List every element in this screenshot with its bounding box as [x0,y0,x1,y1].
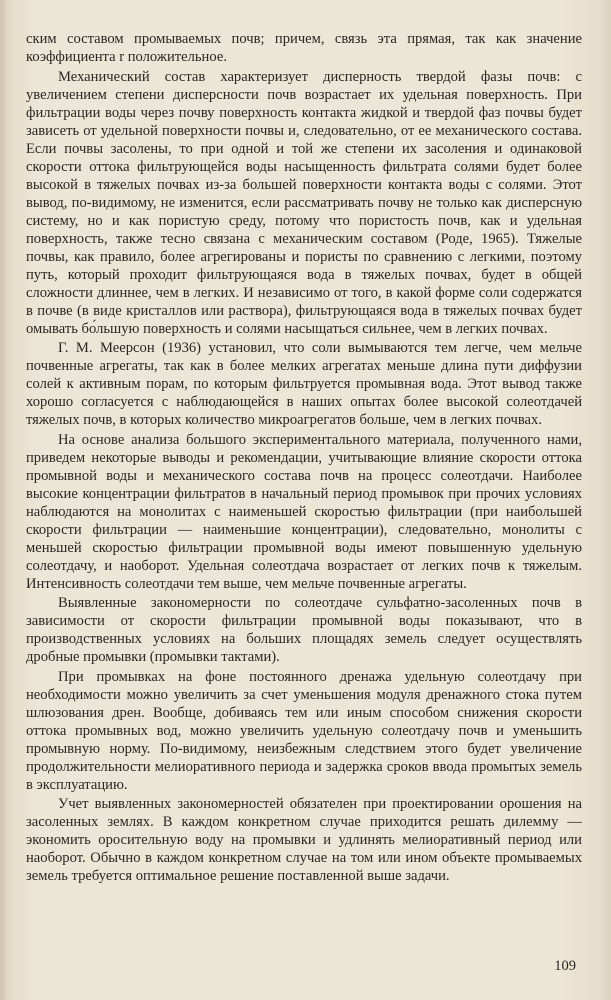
paragraph-mechanical-composition: Механический состав характеризует дисперность твердой фазы почв: с увеличением степени дисперсности почв возрастает их удельная поверхность. При фильтрации воды через почву поверхность контакта жидкой и твердой фаз почвы будет зависеть от удельной поверхности почвы и, следовательно, от ее механического состава. Если почвы засолены, то при одной и той же степени их засоления и одинаковой скорости оттока фильтрующейся воды насыщенность фильтрата солями будет более высокой в тяжелых почвах из-за большей поверхности контакта воды с солями. Этот вывод, по-видимому, не изменится, если рассматривать почву не только как дисперсную систему, но и как пористую среду, потому что пористость почв, как и удельная поверхность, также тесно связана с механическим составом (Роде, 1965). Тяжелые почвы, как правило, более агрегированы и пористы по сравнению с легкими, поэтому путь, который проходит фильтрующаяся вода в тяжелых почвах, будет в общей сложности длиннее, чем в легких. И независимо от того, в какой форме соли содержатся в почве (в виде кристаллов или раствора), фильтрующаяся вода в тяжелых почвах будет омывать бо́льшую поверхность и солями насыщаться сильнее, чем в легких почвах. [26,68,582,337]
page-binding-shadow [0,0,8,1000]
paragraph-continuation: ским составом промываемых почв; причем, связь эта прямая, так как значение коэффициента r положительное. [26,31,582,65]
body-text [26,30,582,887]
paragraph-drainage: При промывках на фоне постоянного дренажа удельную солеотдачу при необходимости можно увеличить за счет уменьшения модуля дренажного стока путем шлюзования дрен. Вообще, добиваясь тем или иным способом снижения скорости оттока промывных вод, можно увеличить удельную солеотдачу почв и уменьшить промывную норму. По-видимому, неизбежным следствием этого будет увеличение продолжительности мелиоративного периода и задержка сроков ввода промытых земель в эксплуатацию. [26,668,582,793]
paragraph-regularities: Выявленные закономерности по солеотдаче сульфатно-засоленных почв в зависимости от скорости фильтрации промывной воды показывают, что в производственных условиях на больших площадях земель следует осуществлять дробные промывки (промывки тактами). [26,595,582,665]
page-number: 109 [554,958,576,974]
paragraph-conclusions: На основе анализа большого экспериментального материала, полученного нами, приведем некоторые выводы и рекомендации, учитывающие влияние скорости оттока промывной воды и механического состава почв на процесс солеотдачи. Наиболее высокие концентрации фильтратов в начальный период промывок при прочих условиях наблюдаются на монолитах с наименьшей скоростью фильтрации (при наибольшей скорости фильтрации — наименьшие концентрации), следовательно, монолиты с меньшей скоростью фильтрации промывной воды имеют повышенную удельную солеотдачу, и наоборот. Удельная солеотдача возрастает от легких почв к тяжелым. Интенсивность солеотдачи тем выше, чем мельче почвенные агрегаты. [26,431,582,592]
paragraph-design: Учет выявленных закономерностей обязателен при проектировании орошения на засоленных землях. В каждом конкретном случае приходится решать дилемму — экономить оросительную воду на промывки и удлинять мелиоративный период или наоборот. Обычно в каждом конкретном случае на том или ином объекте промываемых земель требуется оптимальное решение поставленной выше задачи. [26,796,582,884]
paragraph-meerson: Г. М. Меерсон (1936) установил, что соли вымываются тем легче, чем мельче почвенные агрегаты, так как в более мелких агрегатах меньше длина пути диффузии солей к активным порам, по которым фильтруется промывная вода. Этот вывод также хорошо согласуется с наблюдающейся в наших опытах более высокой солеотдачей тяжелых почв, в которых количество микроагрегатов больше, чем в легких почвах. [26,340,582,428]
